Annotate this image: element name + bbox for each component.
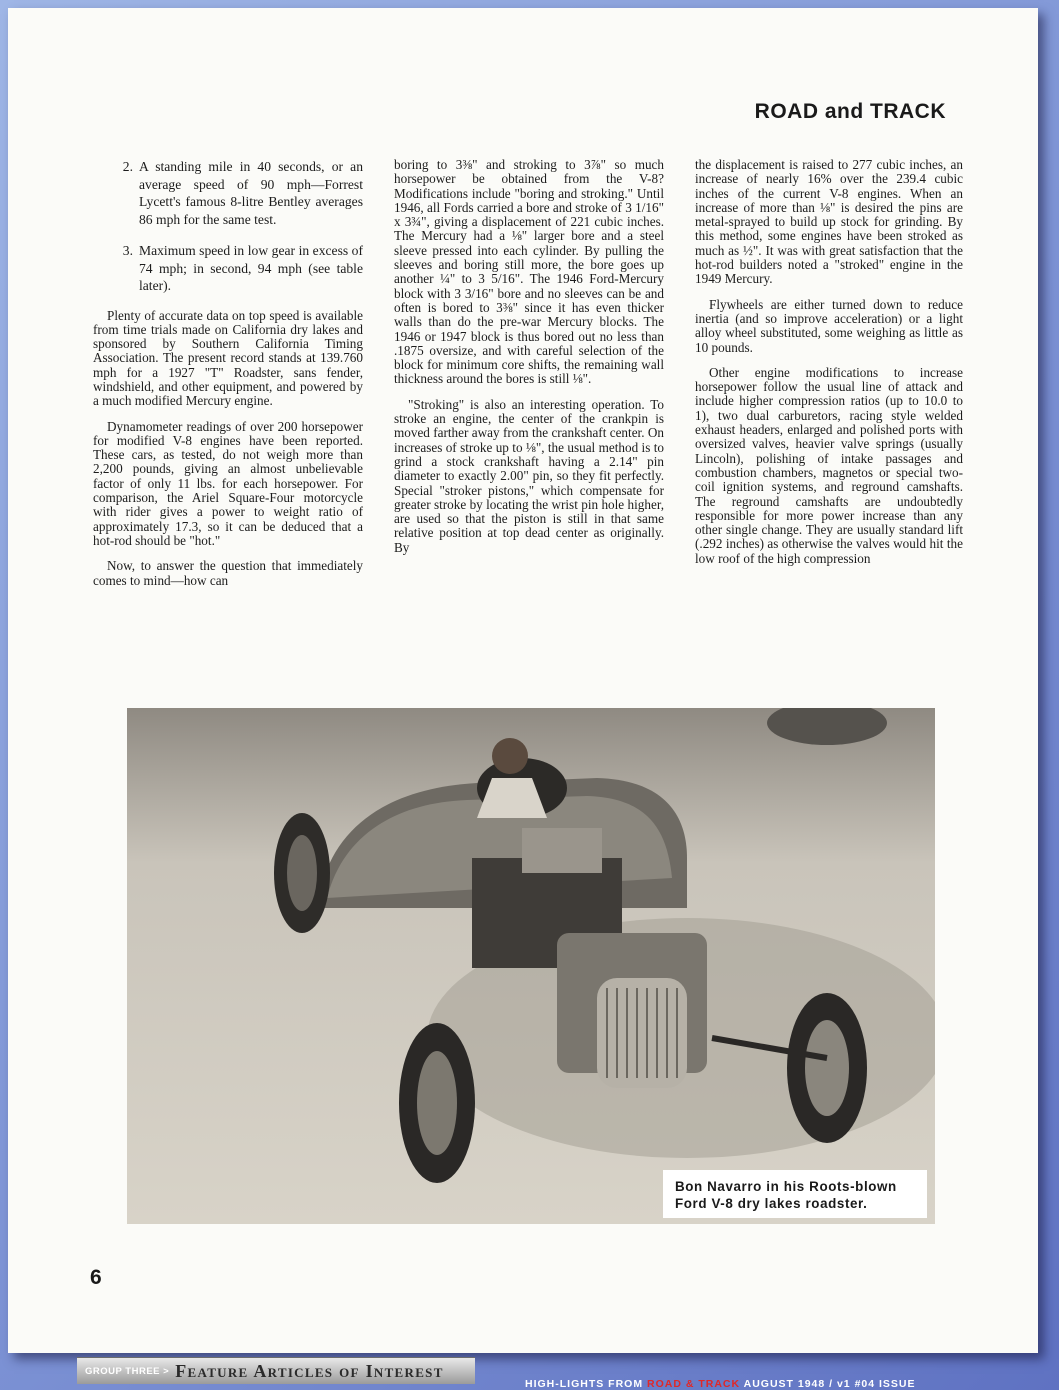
roadster-photo	[127, 708, 935, 1224]
magazine-page	[8, 8, 1038, 1353]
roadster-illustration	[127, 708, 935, 1224]
paragraph: Flywheels are either turned down to reduce inertia (and so improve acceleration) or a light alloy wheel substituted, some weighing as little as 10 pounds.	[695, 296, 963, 355]
group-banner	[77, 1357, 475, 1384]
group-title: Feature Articles of Interest	[175, 1360, 444, 1381]
photo-caption	[663, 1170, 927, 1218]
paragraph: boring to 3⅜" and stroking to 3⅞" so much horsepower be obtained from the V-8? Modifications include "boring and stroking." Until 1946, all Fords carried a bore and stroke of 3 1/16" x 3¾", giving a displacement of 221 cubic inches. The Mercury had a ⅛" larger bore and a steel sleeve pressed into each cylinder. By pulling the sleeves and boring still more, the bore goes up another ¼" to 3 5/16". The 1946 Ford-Mercury block with 3 3/16" bore and no sleeves can be and often is bored to 3⅜" since it has even thicker walls than do the pre-war Mercury blocks. The 1946 or 1947 block is thus bored out no less than .1875 oversize, and with careful selection of the block for minimum core shifts, the remaining wall thickness around the bores is still ⅛".	[394, 157, 664, 387]
group-label: GROUP THREE >	[85, 1365, 170, 1377]
paragraph: Other engine modifications to increase horsepower follow the usual line of attack and include higher compression ratios (up to 10.0 to 1), two dual carburetors, racing style welded exhaust headers, enlarged and polished ports with oversized valves, heavier valve springs (usually Lincoln), polishing of intake passages and combustion chambers, magnetos or special two-coil ignition systems, and reground camshafts. The reground camshafts are undoubtedly responsible for more power increase than any other single change. They are usually standard lift (.292 inches) as otherwise the valves would hit the low roof of the high compression	[695, 364, 963, 566]
paragraph: Plenty of accurate data on top speed is available from time trials made on California dry lakes and sponsored by Southern California Timing Association. The present record stands at 139.760 mph for a 1927 "T" Roadster, sans fender, windshield, and other equipment, and powered by a much modified Mercury engine.	[93, 307, 363, 409]
paragraph: the displacement is raised to 277 cubic inches, an increase of nearly 16% over the 239.4 cubic inches of the current V-8 engines. When an increase of more than ⅛" is desired the pins are metal-sprayed to build up stock for grinding. By this method, some engines have been stroked as much as ½". It was with great satisfaction that the hot-rod builders noted a "stroked" engine in the 1949 Mercury.	[695, 157, 963, 287]
footer-prefix: HIGH-LIGHTS FROM	[525, 1378, 644, 1390]
column-2	[394, 158, 664, 566]
caption-line: Bon Navarro in his Roots-blown	[675, 1179, 897, 1194]
numbered-list	[93, 158, 363, 295]
footer-brand: ROAD & TRACK	[647, 1378, 741, 1390]
list-item-text: A standing mile in 40 seconds, or an average speed of 90 mph—Forrest Lycett's famous 8-litre Bentley averages 86 mph for the same test.	[139, 159, 363, 227]
page-header-title: ROAD and TRACK	[754, 100, 946, 123]
list-item	[93, 242, 363, 295]
column-3	[695, 158, 963, 577]
list-item	[93, 158, 363, 228]
list-item-number: 3.	[122, 243, 133, 258]
paragraph: Now, to answer the question that immediately comes to mind—how can	[93, 558, 363, 588]
column-1	[93, 158, 363, 599]
footer-issue: AUGUST 1948 / v1 #04 ISSUE	[743, 1378, 916, 1390]
page-number: 6	[90, 1266, 102, 1289]
paragraph: "Stroking" is also an interesting operation. To stroke an engine, the center of the crankpin is moved farther away from the crankshaft center. On increases of stroke up to ⅛", the usual method is to grind a stock crankshaft having a 2.14" pin diameter to exactly 2.00" pin, so they fit perfectly. Special "stroker pistons," which compensate for greater stroke by locating the wrist pin hole higher, are used so that the piston is still in that same relative position at top dead center as originally. By	[394, 396, 664, 555]
list-item-number: 2.	[122, 159, 133, 174]
list-item-text: Maximum speed in low gear in excess of 74 mph; in second, 94 mph (see table later).	[139, 243, 363, 293]
paragraph: Dynamometer readings of over 200 horsepower for modified V-8 engines have been reported. These cars, as tested, do not weigh more than 2,200 pounds, giving an almost unbelievable factor of only 11 lbs. for each horsepower. For comparison, the Ariel Square-Four motorcycle with rider gives a power to weight ratio of approximately 17.3, so it can be deduced that a hot-rod should be "hot."	[93, 418, 363, 548]
footer-highlights	[525, 1378, 916, 1390]
caption-line: Ford V-8 dry lakes roadster.	[675, 1196, 868, 1211]
